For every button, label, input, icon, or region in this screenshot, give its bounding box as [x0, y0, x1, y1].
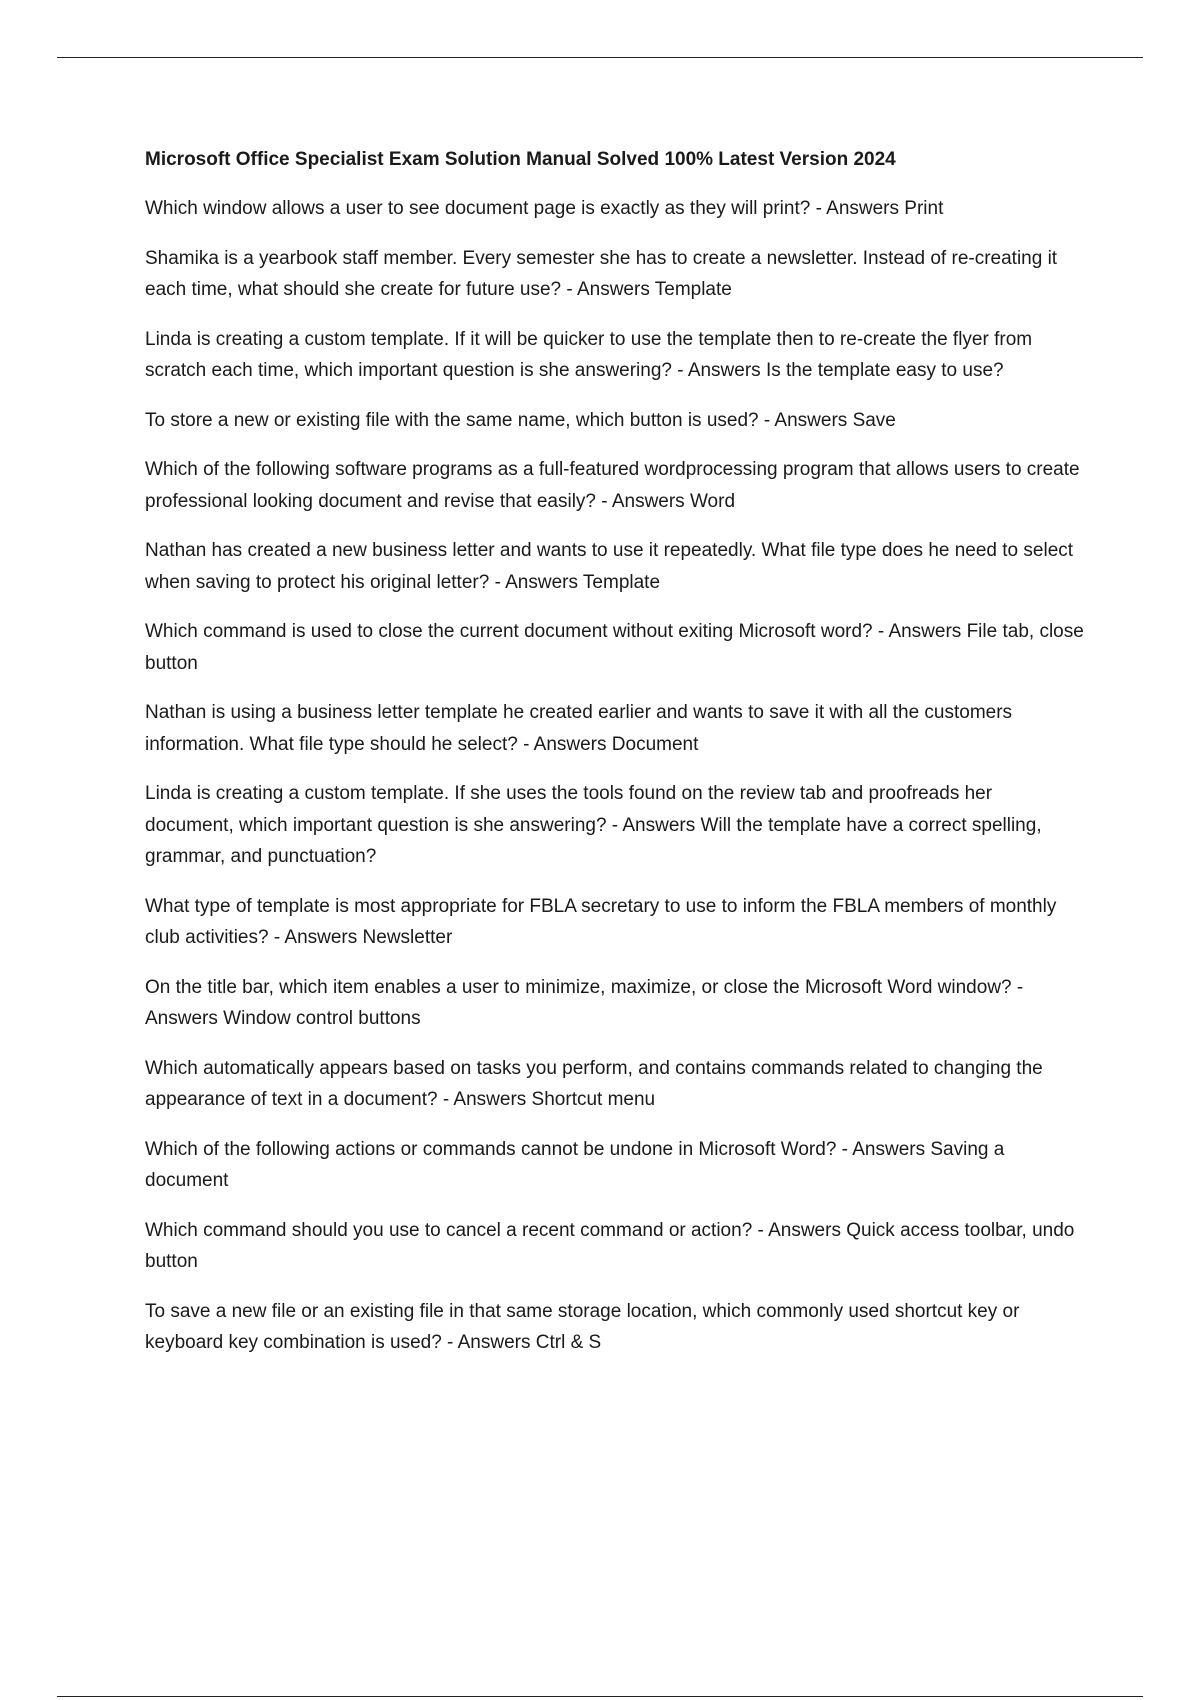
top-rule [57, 57, 1143, 58]
document-title: Microsoft Office Specialist Exam Solution Manual Solved 100% Latest Version 2024 [145, 149, 896, 170]
bottom-rule [57, 1696, 1143, 1697]
qa-item: Which command is used to close the current document without exiting Microsoft word? - Answers File tab, close button [145, 621, 1084, 674]
qa-item: Which of the following software programs as a full-featured wordprocessing program that allows users to create professional looking document and revise that easily? - Answers Word [145, 459, 1080, 512]
qa-item: Nathan has created a new business letter and wants to use it repeatedly. What file type does he need to select when saving to protect his original letter? - Answers Template [145, 540, 1074, 593]
qa-item: Linda is creating a custom template. If it will be quicker to use the template then to re-create the flyer from scratch each time, which important question is she answering? - Answers Is the template easy to use? [145, 328, 1033, 381]
qa-item: Linda is creating a custom template. If she uses the tools found on the review tab and proofreads her document, which important question is she answering? - Answers Will the template have a correct spelling, grammar, and punctuation? [145, 783, 1042, 867]
qa-item: Which automatically appears based on tasks you perform, and contains commands related to changing the appearance of text in a document? - Answers Shortcut menu [145, 1057, 1043, 1110]
qa-item: Which command should you use to cancel a recent command or action? - Answers Quick access toolbar, undo button [145, 1219, 1075, 1272]
qa-item: On the title bar, which item enables a user to minimize, maximize, or close the Microsoft Word window? - Answers Window control buttons [145, 976, 1024, 1029]
qa-item: Nathan is using a business letter template he created earlier and wants to save it with all the customers information. What file type should he select? - Answers Document [145, 702, 1013, 755]
qa-item: What type of template is most appropriate for FBLA secretary to use to inform the FBLA members of monthly club activities? - Answers Newsletter [145, 895, 1057, 948]
qa-item: Which window allows a user to see document page is exactly as they will print? - Answers Print [145, 198, 944, 219]
document-body [145, 144, 1085, 1377]
qa-item: Which of the following actions or commands cannot be undone in Microsoft Word? - Answers Saving a document [145, 1138, 1005, 1191]
qa-list [145, 193, 1085, 1359]
qa-item: Shamika is a yearbook staff member. Every semester she has to create a newsletter. Instead of re-creating it each time, what should she create for future use? - Answers Template [145, 247, 1058, 300]
qa-item: To store a new or existing file with the same name, which button is used? - Answers Save [145, 409, 896, 431]
qa-item: To save a new file or an existing file in that same storage location, which commonly used shortcut key or keyboard key combination is used? - Answers Ctrl & S [145, 1300, 1020, 1353]
